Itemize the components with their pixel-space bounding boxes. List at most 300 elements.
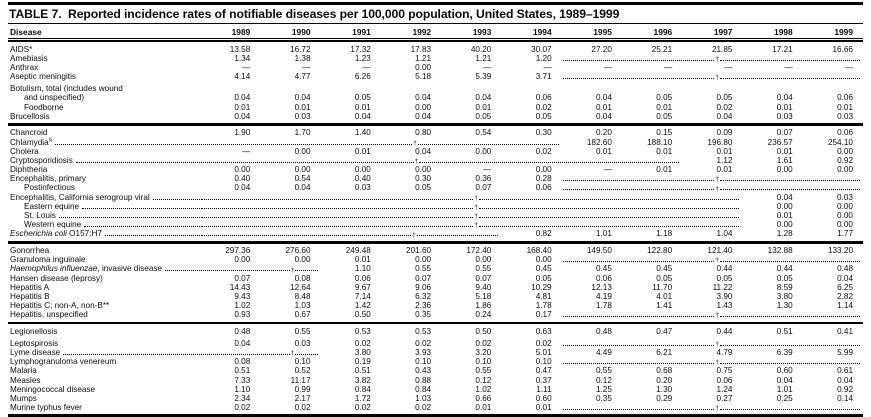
- disease-name-text: Hansen disease (leprosy): [10, 273, 103, 283]
- disease-label: [8, 255, 200, 264]
- rate-cell: 0.00: [837, 165, 853, 175]
- rate-cell: 0.88: [415, 375, 432, 385]
- table-row: [8, 112, 863, 121]
- rate-cell: 0.00: [294, 146, 311, 156]
- rate-cell: 182.60: [586, 137, 612, 147]
- rate-cell: 0.01: [716, 165, 733, 175]
- rate-cell: 21.85: [711, 44, 733, 54]
- rate-cell: 17.83: [410, 44, 432, 54]
- rate-cell: 0.00: [415, 255, 432, 265]
- rate-cell: 0.09: [716, 128, 733, 138]
- rate-cell: 11.22: [712, 282, 733, 292]
- disease-name-text: Chancroid: [10, 128, 48, 138]
- disease-name-text: Eastern equine: [24, 201, 80, 211]
- table-row: [8, 54, 863, 63]
- rate-cell: 17.21: [772, 44, 793, 54]
- rate-cell: 0.08: [294, 273, 311, 283]
- table-row: [8, 72, 863, 81]
- rate-cell: 3.93: [415, 348, 432, 358]
- disease-label: [8, 385, 200, 394]
- leader-dots: [201, 269, 290, 271]
- rate-cell: 9.06: [415, 282, 432, 292]
- rate-cell: 1.14: [837, 301, 853, 311]
- rate-cell: 0.01: [776, 102, 793, 112]
- rate-cell: 1.61: [776, 155, 793, 165]
- rate-cell: 1.28: [776, 229, 793, 239]
- rate-cell: 0.02: [354, 403, 371, 413]
- not-notifiable-leader: [562, 405, 863, 412]
- rate-cell: 0.67: [294, 310, 311, 320]
- rate-cell: 0.01: [294, 102, 311, 112]
- rate-cell: 0.52: [294, 366, 311, 376]
- rate-cell: 1.34: [234, 53, 251, 63]
- rate-cell: 3.80: [776, 291, 793, 301]
- rate-cell: 0.20: [595, 128, 612, 138]
- rate-cell: 0.04: [415, 146, 432, 156]
- rate-cell: 0.51: [234, 366, 251, 376]
- rate-cell: 168.40: [526, 245, 552, 255]
- disease-name: [10, 147, 39, 156]
- rate-cell: 1.70: [294, 128, 311, 138]
- rate-cell: 1.40: [354, 128, 371, 138]
- rate-cell: 0.10: [475, 357, 492, 367]
- disease-label: [8, 165, 200, 174]
- rate-cell: 16.66: [832, 44, 853, 54]
- rate-cell: 1.01: [595, 229, 612, 239]
- leader-dots: [201, 207, 473, 209]
- rate-cell: 0.68: [656, 366, 673, 376]
- leader-dots: [479, 225, 740, 227]
- rate-cell: 2.36: [415, 301, 432, 311]
- rate-cell: 188.10: [647, 137, 673, 147]
- rate-cell: 0.75: [716, 366, 733, 376]
- disease-label: [8, 376, 200, 385]
- leader-dots: [201, 216, 473, 218]
- leader-dots: [84, 225, 200, 227]
- rate-cell: 1.03: [294, 301, 311, 311]
- rate-cell: 2.17: [294, 393, 311, 403]
- rate-cell: 0.84: [415, 384, 432, 394]
- not-notifiable-leader: [200, 231, 501, 238]
- rate-cell: 122.80: [647, 245, 673, 255]
- rate-cell: 0.19: [354, 357, 371, 367]
- rate-cell: 1.10: [354, 264, 371, 274]
- rate-cell: 0.00: [234, 165, 251, 175]
- rate-cell: 1.01: [776, 384, 793, 394]
- rate-cell: 0.35: [415, 310, 432, 320]
- leader-dots: [563, 188, 715, 190]
- disease-name: [10, 128, 47, 137]
- rate-cell: 0.55: [294, 326, 311, 336]
- footnote-dagger: †: [715, 405, 719, 413]
- rate-cell: 0.44: [716, 264, 733, 274]
- rate-cell: 0.02: [475, 338, 492, 348]
- rate-cell: 4.81: [535, 291, 552, 301]
- disease-name-text: Cholera: [10, 146, 39, 156]
- rate-cell: 0.00: [535, 165, 552, 175]
- footnote-dagger: †: [715, 74, 719, 82]
- leader-dots: [563, 179, 715, 181]
- table-row: [8, 385, 863, 394]
- disease-name-text: Brucellosis: [10, 111, 50, 121]
- rate-cell: 0.48: [595, 326, 612, 336]
- disease-label: [8, 183, 200, 192]
- table-row: [8, 84, 863, 93]
- rate-cell: 0.84: [354, 384, 371, 394]
- rate-cell: 0.04: [294, 93, 311, 103]
- leader-dots: [720, 188, 860, 190]
- leader-dots: [105, 234, 200, 236]
- disease-name: [10, 156, 73, 165]
- disease-name-text: Chlamydia: [10, 137, 49, 147]
- year-header: 1993: [472, 27, 492, 37]
- leader-dots: [55, 143, 200, 145]
- table-row: [8, 211, 863, 220]
- rate-cell: 0.03: [294, 111, 311, 121]
- disease-name: [10, 54, 48, 63]
- disease-label: [8, 339, 200, 348]
- rate-cell: 1.38: [294, 53, 311, 63]
- rate-cell: 3.20: [475, 348, 492, 358]
- rate-cell: 4.79: [716, 348, 733, 358]
- disease-name-text: Meningococcal disease: [10, 384, 96, 394]
- rate-cell: 0.82: [535, 229, 552, 239]
- disease-name-text: Encephalitis, California serogroup viral: [10, 192, 150, 202]
- leader-dots: [295, 353, 317, 355]
- rate-cell: 0.04: [354, 111, 371, 121]
- leader-dots: [563, 59, 715, 61]
- disease-label: [8, 211, 200, 220]
- table-row: [8, 147, 863, 156]
- rate-cell: 1.72: [354, 393, 371, 403]
- rate-cell: 0.45: [595, 264, 612, 274]
- rate-cell: —: [784, 63, 793, 73]
- disease-name: [10, 327, 57, 336]
- rate-cell: 6.39: [776, 348, 793, 358]
- year-header: 1997: [713, 27, 733, 37]
- leader-dots: [720, 59, 860, 61]
- rate-cell: —: [483, 165, 492, 175]
- rate-cell: 0.99: [294, 384, 311, 394]
- table-row: [8, 183, 863, 192]
- rate-cell: 0.04: [776, 93, 793, 103]
- rate-cell: 0.00: [475, 255, 492, 265]
- disease-label: [8, 310, 200, 319]
- rate-cell: 0.01: [595, 146, 612, 156]
- leader-dots: [563, 408, 715, 410]
- disease-label: [8, 274, 200, 283]
- rate-cell: 0.04: [776, 192, 793, 202]
- disease-name-text: Malaria: [10, 366, 37, 376]
- rate-cell: —: [603, 165, 612, 175]
- leader-dots: [720, 77, 860, 79]
- rate-cell: 1.78: [535, 301, 552, 311]
- disease-name: [10, 193, 150, 202]
- rate-cell: —: [242, 63, 251, 73]
- rate-cell: 40.20: [470, 44, 492, 54]
- rate-cell: 0.15: [656, 128, 673, 138]
- rate-cell: 0.60: [535, 393, 552, 403]
- disease-name: [10, 301, 109, 310]
- disease-name-text: Postinfectious: [24, 183, 75, 193]
- disease-label: [8, 283, 200, 292]
- disease-name-text: Diphtheria: [10, 165, 48, 175]
- year-header: 1994: [532, 27, 552, 37]
- rate-cell: 0.45: [535, 264, 552, 274]
- rate-cell: 0.01: [354, 146, 371, 156]
- disease-name: [10, 229, 102, 238]
- rate-cell: 0.30: [415, 174, 432, 184]
- rate-cell: 0.27: [716, 393, 733, 403]
- rate-cell: 0.05: [656, 111, 673, 121]
- rate-cell: 0.60: [776, 366, 793, 376]
- leader-dots: [563, 260, 715, 262]
- rate-cell: 0.01: [837, 102, 853, 112]
- disease-label: [8, 156, 200, 165]
- disease-name: [24, 93, 84, 102]
- rate-cell: 0.05: [716, 93, 733, 103]
- rate-cell: 17.32: [350, 44, 371, 54]
- not-notifiable-leader: [562, 341, 863, 348]
- rate-cell: —: [302, 63, 311, 73]
- disease-name: [10, 394, 37, 403]
- table-row: [8, 283, 863, 292]
- rate-cell: 0.01: [354, 102, 371, 112]
- disease-name: [10, 339, 58, 348]
- footnote-dagger: †: [474, 213, 478, 221]
- rate-cell: 0.01: [595, 102, 612, 112]
- rate-cell: 0.00: [837, 220, 853, 230]
- rate-cell: 0.40: [354, 174, 371, 184]
- rate-cell: 6.25: [837, 282, 853, 292]
- rate-cell: 1.90: [234, 128, 251, 138]
- rate-cell: 0.00: [234, 255, 251, 265]
- not-notifiable-leader: [562, 257, 863, 264]
- disease-name-text: Murine typhus fever: [10, 403, 82, 413]
- rate-cell: 0.66: [475, 393, 492, 403]
- rate-cell: 1.20: [535, 53, 552, 63]
- rate-cell: 0.00: [776, 201, 793, 211]
- table-row: [8, 274, 863, 283]
- rate-cell: 2.82: [837, 291, 853, 301]
- rate-cell: 7.33: [234, 375, 251, 385]
- rate-cell: 0.03: [776, 111, 793, 121]
- disease-name-text: Anthrax: [10, 63, 39, 73]
- rate-cell: 0.36: [475, 174, 492, 184]
- rate-cell: 2.34: [234, 393, 251, 403]
- disease-name-text: , invasive disease: [97, 264, 163, 274]
- rate-cell: 1.24: [716, 384, 733, 394]
- rate-cell: 0.03: [294, 338, 311, 348]
- rate-cell: 14.43: [229, 282, 251, 292]
- rate-cell: 0.02: [415, 403, 432, 413]
- year-header: 1992: [412, 27, 432, 37]
- rate-cell: 1.21: [415, 53, 432, 63]
- rate-cell: 0.41: [837, 326, 853, 336]
- table-row: [8, 193, 863, 202]
- rate-cell: 0.04: [837, 375, 853, 385]
- leader-dots: [563, 315, 715, 317]
- table-row: [8, 403, 863, 412]
- leader-dots: [563, 362, 715, 364]
- rate-cell: 0.55: [415, 264, 432, 274]
- rate-cell: 0.61: [837, 366, 853, 376]
- disease-name: [10, 112, 50, 121]
- table-row: [8, 255, 863, 264]
- leader-dots: [76, 161, 200, 163]
- leader-dots: [479, 207, 740, 209]
- disease-label: [8, 72, 200, 81]
- not-notifiable-leader: [200, 204, 742, 211]
- rate-cell: 0.47: [535, 366, 552, 376]
- rate-cell: 0.53: [354, 326, 371, 336]
- leader-dots: [295, 269, 317, 271]
- not-notifiable-leader: [562, 56, 863, 63]
- table-row: [8, 103, 863, 112]
- rate-cell: 0.06: [716, 375, 733, 385]
- rate-cell: 249.48: [345, 245, 371, 255]
- table-row: [8, 202, 863, 211]
- footnote-dagger: †: [715, 56, 719, 64]
- rate-cell: 0.12: [595, 375, 612, 385]
- disease-name: [10, 348, 60, 357]
- rate-cell: 0.04: [234, 183, 251, 193]
- table-row: [8, 348, 863, 357]
- not-notifiable-leader: [200, 158, 682, 165]
- disease-name-text: Lymphogranuloma venereum: [10, 357, 117, 367]
- table-row: [8, 327, 863, 336]
- disease-name-text: St. Louis: [24, 211, 56, 221]
- rate-cell: 0.10: [294, 357, 311, 367]
- rate-cell: 276.60: [285, 245, 311, 255]
- disease-label: [8, 357, 200, 366]
- disease-label: [8, 403, 200, 412]
- rate-cell: 0.30: [535, 128, 552, 138]
- disease-label: [8, 202, 200, 211]
- disease-label: [8, 84, 200, 93]
- rate-cell: 0.50: [354, 310, 371, 320]
- rate-cell: 5.39: [475, 72, 492, 82]
- disease-name-text: Granuloma inguinale: [10, 255, 86, 265]
- disease-name-text: Hepatitis B: [10, 291, 50, 301]
- disease-name: [24, 211, 56, 220]
- rate-cell: 0.28: [535, 174, 552, 184]
- rate-cell: 12.64: [290, 282, 311, 292]
- disease-name-text: O157:H7: [66, 229, 102, 239]
- disease-name-text: Leptospirosis: [10, 338, 59, 348]
- rate-cell: 149.50: [586, 245, 612, 255]
- rate-cell: 0.04: [595, 111, 612, 121]
- leader-dots: [417, 234, 499, 236]
- table-row: [8, 264, 863, 273]
- rate-cell: 0.05: [475, 111, 492, 121]
- rate-cell: 0.55: [595, 366, 612, 376]
- rate-cell: 0.55: [475, 264, 492, 274]
- table-row: [8, 220, 863, 229]
- rate-cell: 0.00: [535, 255, 552, 265]
- table-title: TABLE 7. Reported incidence rates of notifiable diseases per 100,000 population, United States, 1989–1999: [8, 5, 863, 24]
- rate-cell: 0.08: [234, 357, 251, 367]
- year-header: 1998: [774, 27, 793, 37]
- rate-cell: 0.10: [415, 357, 432, 367]
- rate-cell: 11.17: [290, 375, 311, 385]
- rate-cell: 0.02: [354, 338, 371, 348]
- rate-cell: 5.18: [415, 72, 432, 82]
- rate-cell: 10.29: [531, 282, 552, 292]
- leader-dots: [720, 179, 860, 181]
- footnote-dagger: †: [715, 176, 719, 184]
- table-row: [8, 339, 863, 348]
- rate-cell: 0.04: [837, 273, 853, 283]
- footnote-dagger: †: [412, 231, 416, 239]
- rate-cell: 3.71: [535, 72, 552, 82]
- disease-name-text: and unspecified): [24, 93, 85, 103]
- disease-name: [10, 283, 49, 292]
- leader-dots: [59, 216, 200, 218]
- rate-cell: 25.21: [651, 44, 673, 54]
- leader-dots: [720, 408, 860, 410]
- rate-cell: 0.04: [234, 111, 251, 121]
- section-divider: [8, 123, 863, 126]
- not-notifiable-leader: [200, 213, 742, 220]
- year-header: 1991: [352, 27, 371, 37]
- rate-cell: 0.03: [837, 111, 853, 121]
- leader-dots: [82, 207, 200, 209]
- not-notifiable-leader: [200, 195, 742, 202]
- table-row: [8, 45, 863, 54]
- rate-cell: 0.00: [354, 165, 371, 175]
- rate-cell: 0.12: [475, 375, 492, 385]
- section-divider: [8, 241, 863, 244]
- disease-name-text: Hepatitis C; non-A, non-B**: [10, 301, 110, 311]
- rate-cell: 0.17: [535, 310, 552, 320]
- rate-cell: 0.05: [776, 273, 793, 283]
- disease-name-text: Western equine: [24, 220, 82, 230]
- rate-cell: 0.50: [475, 326, 492, 336]
- rate-cell: 0.63: [535, 326, 552, 336]
- rate-cell: 0.05: [415, 183, 432, 193]
- rate-cell: 0.02: [535, 102, 552, 112]
- rate-cell: —: [242, 146, 251, 156]
- rate-cell: 0.37: [535, 375, 552, 385]
- rate-cell: 1.42: [354, 301, 371, 311]
- leader-dots: [479, 198, 740, 200]
- rate-cell: 5.18: [475, 291, 492, 301]
- rate-cell: 297.36: [225, 245, 251, 255]
- rate-cell: 1.12: [716, 155, 733, 165]
- footnote-dagger: †: [414, 158, 419, 166]
- rate-cell: 0.04: [234, 338, 251, 348]
- rate-cell: 0.80: [415, 128, 432, 138]
- table-row: [8, 156, 863, 165]
- disease-name-text: Foodborne: [24, 102, 64, 112]
- disease-name-italic: Escherichia coli: [10, 229, 67, 239]
- rate-cell: 0.06: [535, 183, 552, 193]
- rate-cell: 0.10: [535, 357, 552, 367]
- rate-cell: —: [483, 63, 492, 73]
- disease-label: [8, 327, 200, 336]
- rate-cell: 133.20: [827, 245, 853, 255]
- rate-cell: 7.14: [354, 291, 371, 301]
- rate-cell: 0.29: [656, 393, 673, 403]
- disease-name: [10, 72, 76, 81]
- disease-label: [8, 301, 200, 310]
- disease-label: [8, 292, 200, 301]
- disease-label: [8, 112, 200, 121]
- rate-cell: 1.30: [776, 301, 793, 311]
- rate-cell: 0.04: [475, 93, 492, 103]
- leader-dots: [153, 198, 200, 200]
